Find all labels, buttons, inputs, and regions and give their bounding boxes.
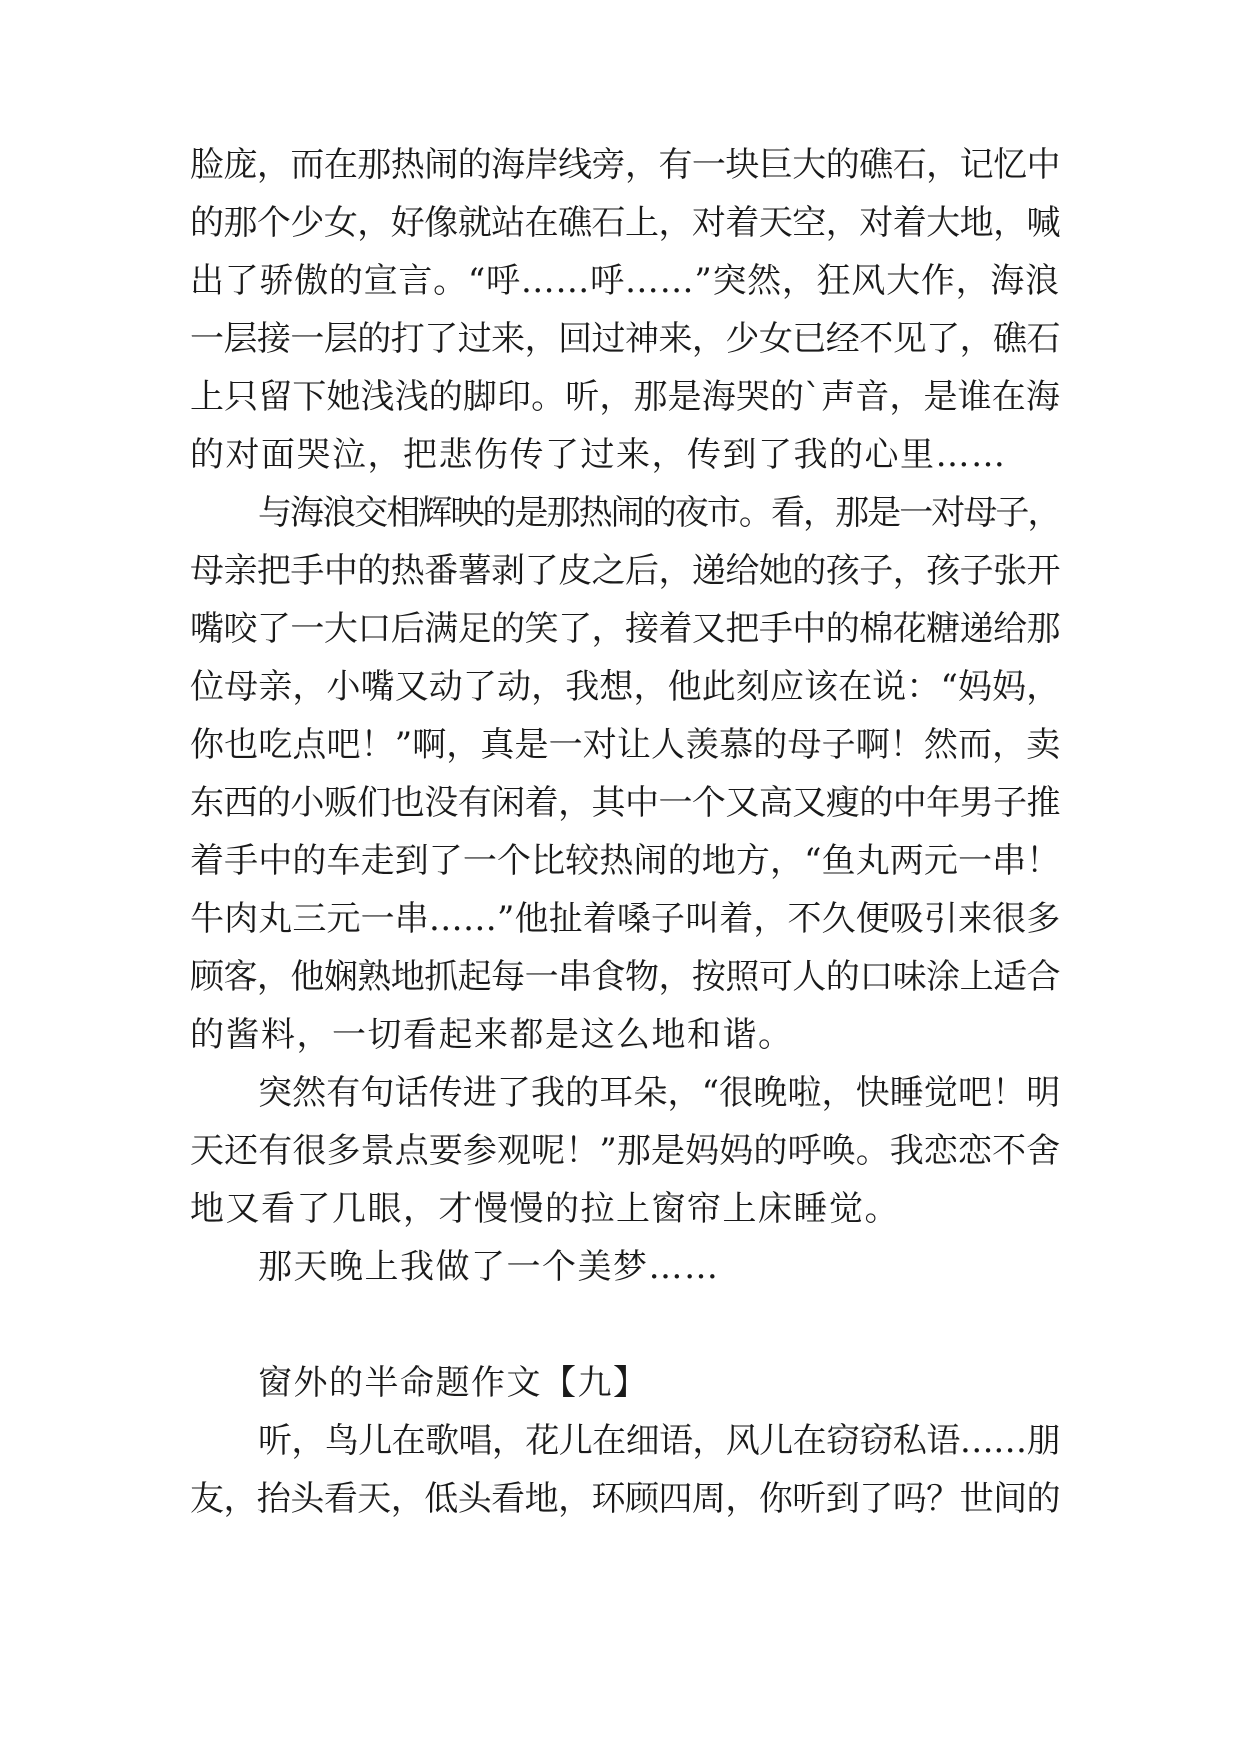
text-line: 嘴咬了一大口后满足的笑了，接着又把手中的棉花糖递给那: [190, 609, 1060, 649]
text-line: 与海浪交相辉映的是那热闹的夜市。看，那是一对母子，: [258, 493, 1060, 533]
text-line: 出了骄傲的宣言。“呼……呼……”突然，狂风大作，海浪: [190, 261, 1060, 301]
heading-text: 窗外的半命题作文【九】: [258, 1363, 649, 1403]
text-line: 脸庞，而在那热闹的海岸线旁，有一块巨大的礁石，记忆中: [190, 145, 1060, 185]
text-line: 突然有句话传进了我的耳朵，“很晚啦，快睡觉吧！明: [258, 1073, 1061, 1113]
text-line: 友，抬头看天，低头看地，环顾四周，你听到了吗？世间的: [190, 1479, 1060, 1519]
text-line: 位母亲，小嘴又动了动，我想，他此刻应该在说：“妈妈，: [190, 667, 1061, 707]
text-line: 地又看了几眼，才慢慢的拉上窗帘上床睡觉。: [190, 1189, 900, 1229]
text-line: 顾客，他娴熟地抓起每一串食物，按照可人的口味涂上适合: [190, 957, 1060, 997]
text-line: 那天晚上我做了一个美梦……: [258, 1247, 720, 1287]
text-line: 的对面哭泣，把悲伤传了过来，传到了我的心里……: [190, 435, 1007, 475]
text-line: 你也吃点吧！”啊，真是一对让人羡慕的母子啊！然而，卖: [190, 725, 1061, 765]
text-line: 的那个少女，好像就站在礁石上，对着天空，对着大地，喊: [190, 203, 1060, 243]
text-line: 母亲把手中的热番薯剥了皮之后，递给她的孩子，孩子张开: [190, 551, 1060, 591]
text-line: 一层接一层的打了过来，回过神来，少女已经不见了，礁石: [190, 319, 1060, 359]
text-line: 着手中的车走到了一个比较热闹的地方，“鱼丸两元一串！: [190, 841, 1061, 881]
text-line: 的酱料，一切看起来都是这么地和谐。: [190, 1015, 794, 1055]
text-line: 上只留下她浅浅的脚印。听，那是海哭的`声音，是谁在海: [190, 377, 1060, 417]
text-line: 东西的小贩们也没有闲着，其中一个又高又瘦的中年男子推: [190, 783, 1060, 823]
text-line: 听，鸟儿在歌唱，花儿在细语，风儿在窃窃私语……朋: [258, 1421, 1060, 1461]
text-line: 牛肉丸三元一串……”他扯着嗓子叫着，不久便吸引来很多: [190, 899, 1061, 939]
text-line: 天还有很多景点要参观呢！”那是妈妈的呼唤。我恋恋不舍: [190, 1131, 1061, 1171]
